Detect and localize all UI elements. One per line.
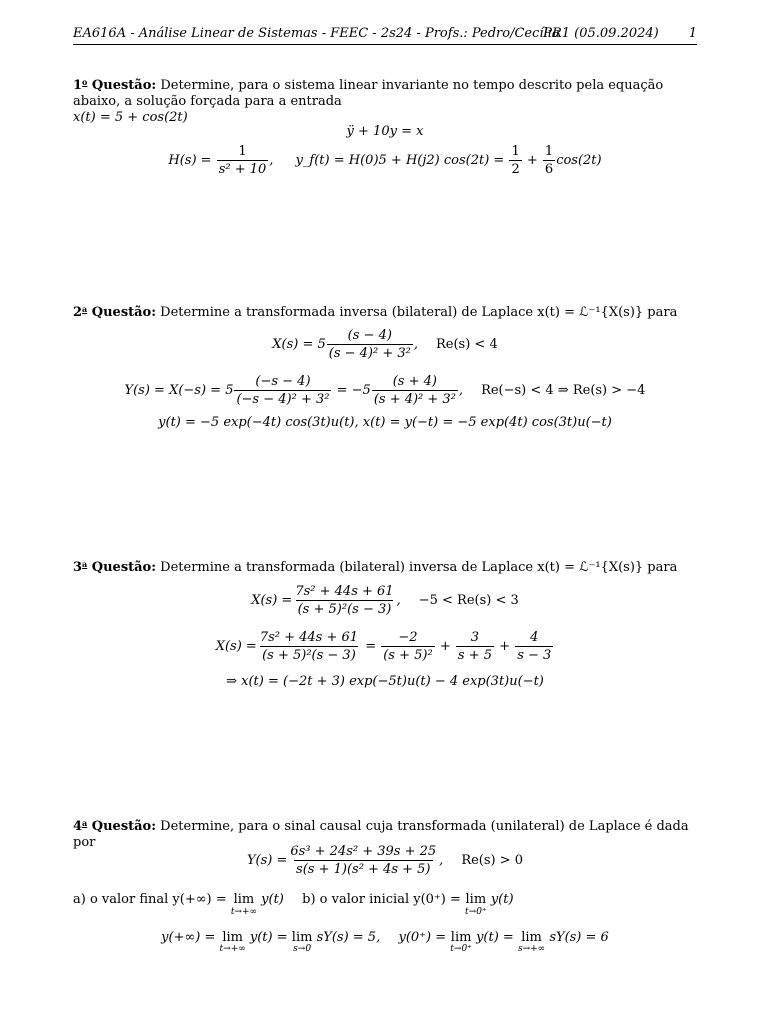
q1-solution: H(s) = $\frac{1}{\text{s² + 10}}$ , y_f(t) = H(0)5 + H(j2) cos(2t) = $\frac{1}{2}$ + $\frac{1}{6}$ cos(2t) bbox=[168, 144, 602, 177]
q2-heading: 2$^a$ Questão: bbox=[73, 304, 157, 320]
q2-X-equation: X(s) = 5 $\frac{(s - 4)}{\text{(s − 4)² + 3²}}$ , Re(s) < 4 bbox=[272, 328, 498, 361]
q3-heading: 3$^a$ Questão: bbox=[73, 559, 157, 575]
page-number: 1 bbox=[688, 26, 697, 41]
q3-partial-fractions: X(s) = $\frac{\text{7s² + 44s + 61}}{\text{(s + 5)²(s − 3)}}$ = $\frac{-2}{\text{(s + 5)²}}$ + $\frac{3}{s + 5}$ + $\frac{4}{s - 3}$ bbox=[215, 630, 552, 663]
q1-system-equation: ÿ + 10y = x bbox=[346, 124, 424, 139]
q1-heading: 1$^o$ Questão: bbox=[73, 77, 157, 93]
header-course: EA616A - Análise Linear de Sistemas - FEEC - 2s24 - Profs.: Pedro/Cecília bbox=[73, 26, 560, 41]
page-header bbox=[73, 24, 697, 45]
question-1 bbox=[73, 74, 697, 126]
q4-solution: y(+∞) = lim t→+∞ y(t) = lim s→0 sY(s) = 5, y(0⁺) = lim t→0⁺ y(t) = lim s→+∞ sY(s) = 6 bbox=[161, 930, 609, 954]
q1-H-fraction: $\frac{1}{\text{s² + 10}}$ bbox=[218, 144, 267, 177]
q2-solution: y(t) = −5 exp(−4t) cos(3t)u(t), x(t) = y(−t) = −5 exp(4t) cos(3t)u(−t) bbox=[158, 415, 612, 430]
q2-Y-equation: Y(s) = X(−s) = 5 $\frac{(-s - 4)}{\text{(−s − 4)² + 3²}}$ = −5 $\frac{(s + 4)}{\text{(s + 4)² + 3²}}$ , Re(−s) < 4 ⇒ Re(s) > −4 bbox=[124, 374, 646, 407]
q1-text: Determine, para o sistema linear invariante no tempo descrito pela equação abaixo, a solução forçada para a entrada bbox=[73, 78, 664, 109]
q4-text: Determine, para o sinal causal cuja transformada (unilateral) de Laplace é dada por bbox=[73, 819, 689, 850]
q4-item-b: b) o valor inicial y(0⁺) = lim t→0⁺ y(t) bbox=[302, 892, 514, 917]
header-date: PR1 (05.09.2024) bbox=[543, 26, 659, 41]
q4-Y-equation: Y(s) = $\frac{\text{6s³ + 24s² + 39s + 25}}{\text{s(s + 1)(s² + 4s + 5)}}$ , Re(s) > 0 bbox=[246, 844, 524, 877]
q3-solution: ⇒ x(t) = (−2t + 3) exp(−5t)u(t) − 4 exp(3t)u(−t) bbox=[226, 674, 544, 689]
question-3 bbox=[73, 556, 697, 576]
question-2 bbox=[73, 301, 697, 321]
q2-text: Determine a transformada inversa (bilateral) de Laplace x(t) = ℒ⁻¹{X(s)} para bbox=[160, 305, 678, 320]
q4-item-a: a) o valor final y(+∞) = lim t→+∞ y(t) bbox=[73, 892, 284, 917]
q3-X-equation: X(s) = $\frac{\text{7s² + 44s + 61}}{\text{(s + 5)²(s − 3)}}$ , −5 < Re(s) < 3 bbox=[251, 584, 519, 617]
q1-input: x(t) = 5 + cos(2t) bbox=[73, 110, 188, 125]
q4-heading: 4$^a$ Questão: bbox=[73, 818, 157, 834]
q3-text: Determine a transformada (bilateral) inversa de Laplace x(t) = ℒ⁻¹{X(s)} para bbox=[160, 560, 678, 575]
q4-items bbox=[73, 892, 697, 917]
header-exam bbox=[543, 26, 697, 41]
